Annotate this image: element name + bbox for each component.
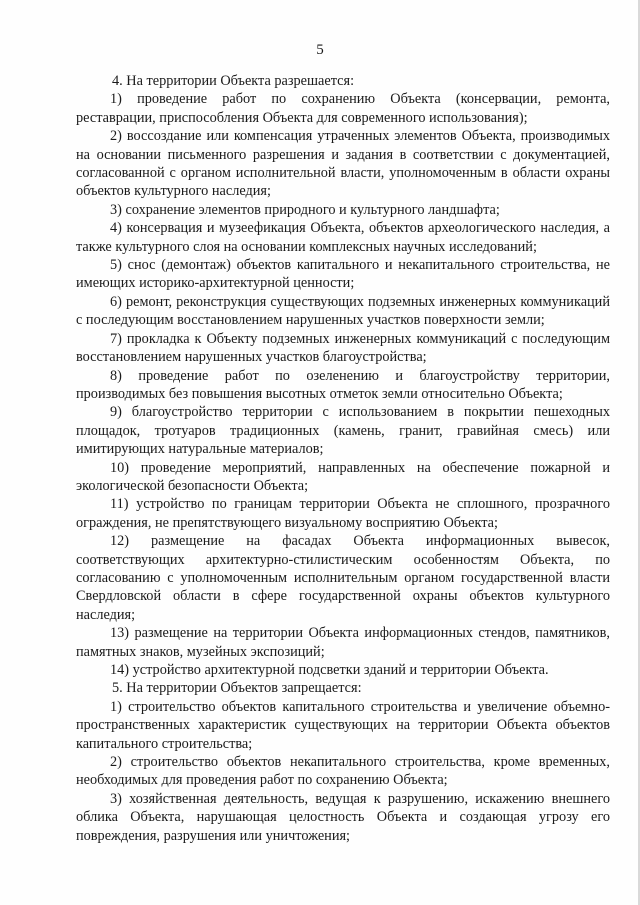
list-item: 13) размещение на территории Объекта информационных стендов, памятников, памятных знаков, музейных экспозиций; xyxy=(76,625,610,660)
page-number: 5 xyxy=(316,42,324,58)
list-item: 11) устройство по границам территории Объекта не сплошного, прозрачного ограждения, не препятствующего визуальному восприятию Объекта; xyxy=(76,496,610,531)
list-item: 1) строительство объектов капитального строительства и увеличение объемно-пространственных характеристик существующих на территории Объекта объектов капитального строительства; xyxy=(76,698,610,752)
list-item: 8) проведение работ по озеленению и благоустройству территории, производимых без повышения высотных отметок земли относительно Объекта; xyxy=(76,367,610,402)
list-item: 1) проведение работ по сохранению Объекта (консервации, ремонта, реставрации, приспособления Объекта для современного использования); xyxy=(76,91,610,126)
list-item: 9) благоустройство территории с использованием в покрытии пешеходных площадок, тротуаров традиционных (камень, гранит, гравийная смесь) или имитирующих натуральные материалов; xyxy=(76,404,610,458)
list-item: 7) прокладка к Объекту подземных инженерных коммуникаций с последующим восстановлением нарушенных участков благоустройства; xyxy=(76,330,610,366)
list-item: 4) консервация и музеефикация Объекта, объектов археологического наследия, а также культурного слоя на основании комплексных научных исследований; xyxy=(76,220,610,255)
list-item: 14) устройство архитектурной подсветки зданий и территории Объекта. xyxy=(110,662,549,678)
list-item: 2) воссоздание или компенсация утраченных элементов Объекта, производимых на основании письменного разрешения и задания в соответствии с документацией, согласованной с органом исполнительной власти, уполномоченным в области охраны объектов культурного наследия; xyxy=(76,128,610,200)
list-item: 12) размещение на фасадах Объекта информационных вывесок, соответствующих архитектурно-стилистическим особенностям Объекта, по согласованию с уполномоченным исполнительным органом государственной власти Свердловской области в сфере государственной охраны объектов культурного наследия; xyxy=(76,533,610,623)
list-item: 10) проведение мероприятий, направленных на обеспечение пожарной и экологической безопасности Объекта; xyxy=(76,459,610,494)
list-item: 6) ремонт, реконструкция существующих подземных инженерных коммуникаций с последующим восстановлением нарушенных участков поверхности земли; xyxy=(76,293,610,329)
document-body xyxy=(76,72,610,845)
section-heading-permitted: 4. На территории Объекта разрешается: xyxy=(112,73,355,89)
list-item: 3) хозяйственная деятельность, ведущая к разрушению, искажению внешнего облика Объекта, нарушающая целостность Объекта и создающая угрозу его повреждения, разрушения или уничтожения; xyxy=(76,790,610,844)
section-heading-prohibited: 5. На территории Объектов запрещается: xyxy=(112,680,362,697)
list-item: 2) строительство объектов некапитального строительства, кроме временных, необходимых для проведения работ по сохранению Объекта; xyxy=(76,754,610,789)
list-item: 5) снос (демонтаж) объектов капитального и некапитального строительства, не имеющих историко-архитектурной ценности; xyxy=(76,257,610,292)
list-item: 3) сохранение элементов природного и культурного ландшафта; xyxy=(110,201,500,218)
